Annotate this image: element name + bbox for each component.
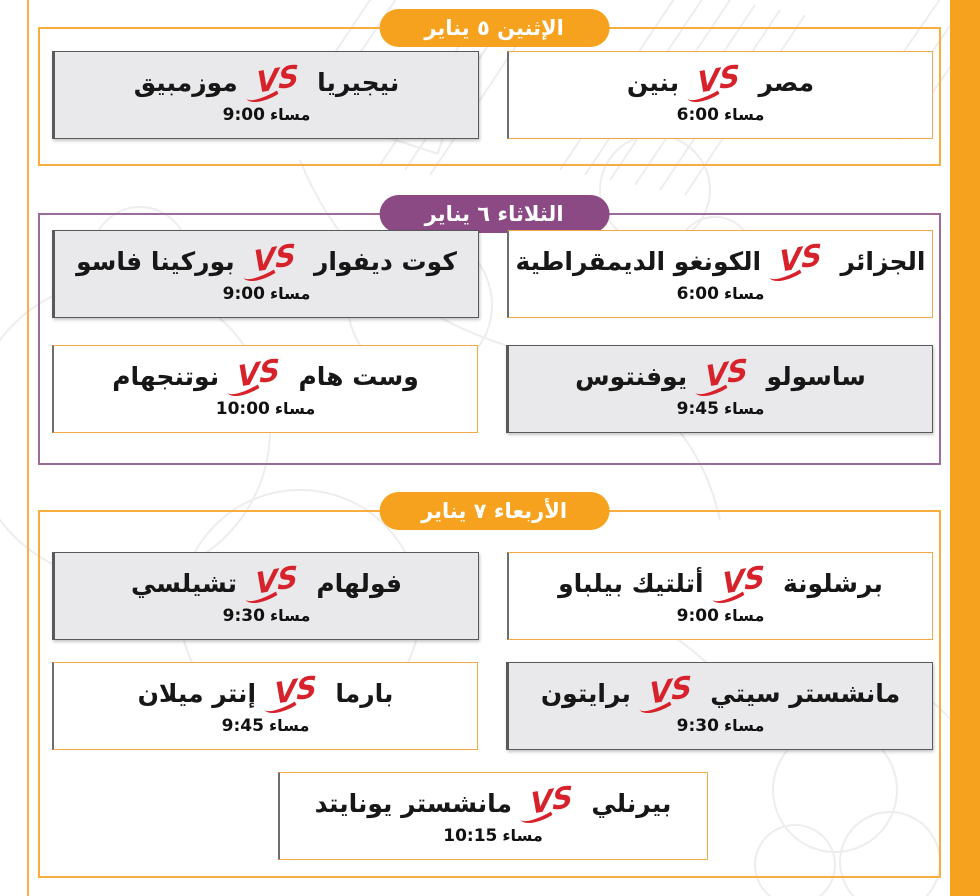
match-time	[222, 716, 310, 736]
team-name-right: مانشستر سيتي	[710, 679, 901, 708]
vs-icon: VS	[779, 236, 823, 280]
match-time-suffix: مساء	[723, 284, 765, 303]
day-section-wednesday	[38, 499, 941, 878]
match-card-westham-nottingham	[52, 345, 478, 433]
vs-icon: VS	[255, 558, 299, 602]
team-name-right: كوت ديفوار	[313, 247, 457, 276]
match-row	[52, 662, 933, 750]
match-time	[223, 105, 311, 125]
match-row	[52, 230, 933, 318]
team-name-right: مصر	[758, 68, 815, 97]
vs-icon: VS	[705, 351, 749, 395]
day-header-pill	[379, 195, 609, 233]
team-name-left: أتلتيك بيلباو	[558, 569, 704, 598]
team-name-left: بنين	[626, 68, 680, 97]
team-name-right: فولهام	[316, 569, 402, 598]
match-time-value: 6:00	[676, 284, 719, 304]
match-row	[52, 772, 933, 860]
right-accent-bar	[950, 0, 980, 896]
match-time	[216, 399, 316, 419]
match-time	[677, 105, 765, 125]
teams-line	[76, 236, 457, 280]
day-header-label: الإثنين ٥ يناير	[424, 16, 564, 40]
match-time-suffix: مساء	[269, 284, 311, 303]
day-section-monday	[38, 16, 941, 166]
team-name-left: يوفنتوس	[575, 362, 688, 391]
teams-line	[133, 57, 400, 101]
team-name-left: موزمبيق	[133, 68, 238, 97]
day-header-pill	[379, 9, 609, 47]
team-name-left: الكونغو الديمقراطية	[515, 247, 762, 276]
match-row	[52, 552, 933, 640]
match-time	[223, 284, 311, 304]
team-name-right: الجزائر	[840, 247, 926, 276]
teams-line	[314, 778, 672, 822]
left-accent-line	[27, 0, 29, 896]
match-card-burnley-manutd	[278, 772, 708, 860]
day-header-label: الأربعاء ٧ يناير	[421, 499, 568, 523]
team-name-right: بيرنلي	[591, 789, 672, 818]
team-name-right: برشلونة	[782, 569, 883, 598]
team-name-right: نيجيريا	[317, 68, 400, 97]
teams-line	[558, 558, 883, 602]
match-time	[443, 826, 543, 846]
teams-line	[540, 668, 901, 712]
team-name-right: وست هام	[298, 362, 419, 391]
match-card-algeria-drcongo	[507, 230, 933, 318]
match-time	[677, 284, 765, 304]
match-time-value: 9:00	[222, 105, 265, 125]
team-name-left: نوتنجهام	[112, 362, 220, 391]
match-time-suffix: مساء	[268, 716, 310, 735]
match-time	[677, 606, 765, 626]
vs-icon: VS	[237, 351, 281, 395]
vs-icon: VS	[649, 668, 692, 712]
team-name-left: إنتر ميلان	[137, 679, 257, 708]
match-time-value: 6:00	[676, 105, 719, 125]
team-name-right: بارما	[335, 679, 394, 708]
match-time-value: 9:30	[676, 716, 719, 736]
match-time-suffix: مساء	[723, 399, 765, 418]
match-time	[677, 716, 765, 736]
team-name-left: برايتون	[540, 679, 631, 708]
match-card-ivorycoast-burkinafaso	[52, 230, 479, 318]
team-name-left: مانشستر يونايتد	[314, 789, 513, 818]
day-header-label: الثلاثاء ٦ يناير	[424, 202, 564, 226]
vs-icon: VS	[252, 236, 296, 280]
day-header-pill	[379, 492, 609, 530]
match-card-parma-intermilan	[52, 662, 478, 750]
match-time-value: 9:30	[222, 606, 265, 626]
match-time-value: 9:00	[676, 606, 719, 626]
match-card-sassuolo-juventus	[506, 345, 933, 433]
team-name-right: ساسولو	[766, 362, 866, 391]
vs-icon: VS	[721, 558, 765, 602]
team-name-left: تشيلسي	[131, 569, 237, 598]
match-time-suffix: مساء	[723, 606, 765, 625]
match-time-suffix: مساء	[723, 716, 765, 735]
match-time-suffix: مساء	[723, 105, 765, 124]
teams-line	[137, 668, 394, 712]
teams-line	[575, 351, 866, 395]
teams-line	[626, 57, 815, 101]
match-time-suffix: مساء	[502, 826, 543, 845]
match-time-suffix: مساء	[269, 105, 311, 124]
match-row	[52, 51, 933, 139]
match-time-value: 9:00	[222, 284, 265, 304]
match-row	[52, 345, 933, 433]
day-section-tuesday	[38, 202, 941, 465]
match-card-mancity-brighton	[506, 662, 933, 750]
match-card-fulham-chelsea	[52, 552, 479, 640]
match-card-egypt-benin	[507, 51, 933, 139]
team-name-left: بوركينا فاسو	[76, 247, 235, 276]
match-time-value: 9:45	[676, 399, 719, 419]
vs-icon: VS	[256, 57, 299, 101]
match-time-suffix: مساء	[269, 606, 311, 625]
match-time-suffix: مساء	[274, 399, 316, 418]
teams-line	[112, 351, 419, 395]
vs-icon: VS	[530, 778, 574, 822]
match-time	[677, 399, 765, 419]
teams-line	[131, 558, 402, 602]
match-time-value: 10:00	[215, 399, 270, 419]
teams-line	[515, 236, 926, 280]
vs-icon: VS	[274, 668, 318, 712]
match-card-barcelona-athleticbilbao	[507, 552, 933, 640]
match-time-value: 9:45	[221, 716, 264, 736]
match-time	[223, 606, 311, 626]
match-time-value: 10:15	[443, 826, 498, 846]
vs-icon: VS	[697, 57, 741, 101]
match-card-nigeria-mozambique	[52, 51, 479, 139]
